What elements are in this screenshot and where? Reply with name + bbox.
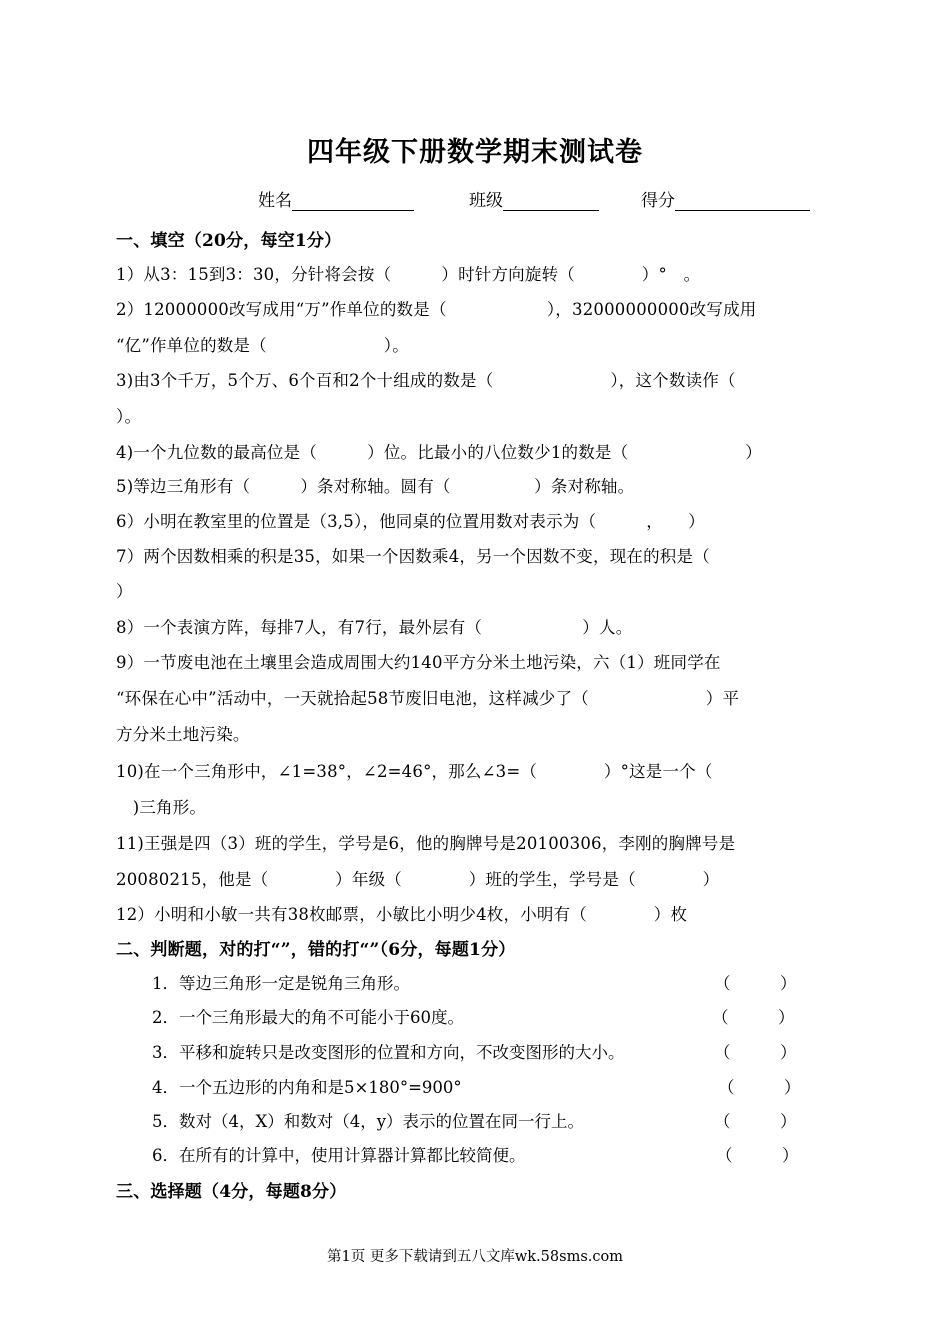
question-line: 7）两个因数相乘的积是35，如果一个因数乘4，另一个因数不变，现在的积是（ xyxy=(116,547,710,566)
question-line: 11)王强是四（3）班的学生，学号是6，他的胸牌号是20100306，李刚的胸牌号是 xyxy=(116,834,736,853)
page-title: 四年级下册数学期末测试卷 xyxy=(307,137,643,168)
page-footer: 第1页 更多下载请到五八文库wk.58sms.com xyxy=(327,1249,623,1265)
answer-paren: （ ） xyxy=(714,1043,797,1062)
question-line: 10)在一个三角形中，∠1=38°，∠2=46°，那么∠3=（ ）°这是一个（ xyxy=(116,762,713,781)
question-line: )三角形。 xyxy=(116,798,207,817)
question-line: 方分米土地污染。 xyxy=(116,725,250,744)
question-line: 2）12000000改写成用“万”作单位的数是（ ），32000000000改写成用 xyxy=(116,300,757,319)
judge-item: 6．在所有的计算中，使用计算器计算都比较简便。 xyxy=(152,1146,526,1165)
question-line: ） xyxy=(116,582,133,601)
section3-heading: 三、选择题（4分，每题8分） xyxy=(116,1182,347,1202)
question-line: 6）小明在教室里的位置是（3,5），他同桌的位置用数对表示为（ ， ） xyxy=(116,512,705,531)
judge-item: 1．等边三角形一定是锐角三角形。 xyxy=(152,974,410,993)
score-label: 得分 xyxy=(641,191,675,211)
score-blank xyxy=(675,192,810,211)
answer-paren: （ ） xyxy=(714,974,797,993)
question-line: 5)等边三角形有（ ）条对称轴。圆有（ ）条对称轴。 xyxy=(116,477,635,496)
answer-paren: （ ） xyxy=(716,1146,799,1165)
question-line: 20080215，他是（ ）年级（ ）班的学生，学号是（ ） xyxy=(116,870,720,889)
question-line: 3)由3个千万，5个万、6个百和2个十组成的数是（ ），这个数读作（ xyxy=(116,371,736,390)
judge-item: 4．一个五边形的内角和是5×180°=900° xyxy=(152,1078,462,1097)
judge-item: 2．一个三角形最大的角不可能小于60度。 xyxy=(152,1008,464,1027)
question-line: 12）小明和小敏一共有38枚邮票，小敏比小明少4枚，小明有（ ）枚 xyxy=(116,905,688,924)
class-blank xyxy=(503,192,599,211)
score-field xyxy=(641,186,810,211)
name-label: 姓名 xyxy=(258,191,292,211)
question-line: 9）一节废电池在土壤里会造成周围大约140平方分米土地污染，六（1）班同学在 xyxy=(116,653,721,672)
question-line: 4)一个九位数的最高位是（ ）位。比最小的八位数少1的数是（ ） xyxy=(116,443,762,462)
judge-item: 3．平移和旋转只是改变图形的位置和方向，不改变图形的大小。 xyxy=(152,1043,625,1062)
section1-heading: 一、填空（20分，每空1分） xyxy=(116,231,342,251)
answer-paren: （ ） xyxy=(718,1078,801,1097)
section2-heading: 二、判断题，对的打“”，错的打“”（6分，每题1分） xyxy=(116,940,516,960)
name-field xyxy=(258,186,414,211)
question-line: 8）一个表演方阵，每排7人，有7行，最外层有（ ）人。 xyxy=(116,618,633,637)
answer-paren: （ ） xyxy=(712,1008,795,1027)
question-line: 1）从3：15到3：30，分针将会按（ ）时针方向旋转（ ）° 。 xyxy=(116,265,701,284)
answer-paren: （ ） xyxy=(714,1112,797,1131)
question-line: ）。 xyxy=(116,407,142,426)
question-line: “环保在心中”活动中，一天就拾起58节废旧电池，这样减少了（ ）平 xyxy=(116,689,740,708)
class-field xyxy=(469,186,599,211)
judge-item: 5．数对（4，X）和数对（4，y）表示的位置在同一行上。 xyxy=(152,1112,585,1131)
class-label: 班级 xyxy=(469,191,503,211)
name-blank xyxy=(292,192,414,211)
question-line: “亿”作单位的数是（ ）。 xyxy=(116,336,409,355)
